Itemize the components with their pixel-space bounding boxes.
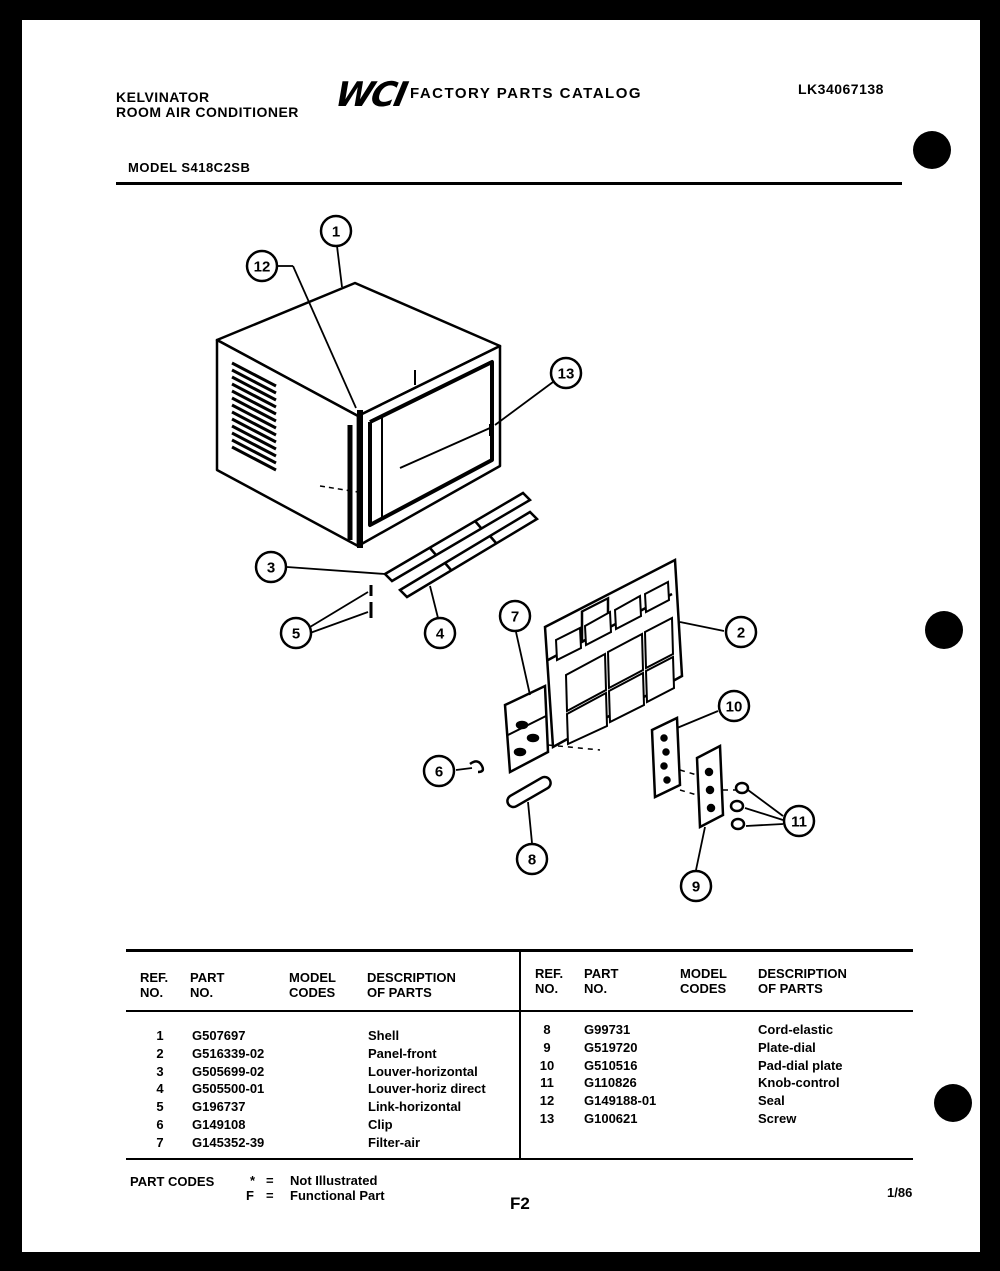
desc-column-right [758, 1021, 843, 1128]
shell-drawing [217, 283, 500, 548]
table-row: 10 [539, 1057, 555, 1073]
callout-label: 8 [527, 851, 537, 869]
callout-label: 1 [331, 223, 341, 241]
table-row: 12 [539, 1093, 555, 1109]
table-row: G99731 [584, 1022, 631, 1037]
table-row: G516339-02 [192, 1045, 265, 1061]
table-row: G505699-02 [192, 1063, 265, 1079]
callout-2 [726, 617, 756, 647]
callout-13 [551, 358, 581, 388]
callout-1 [321, 216, 351, 246]
callout-8 [517, 844, 547, 874]
plate-drawing [697, 746, 723, 827]
callout-7 [500, 601, 530, 631]
table-row: Seal [758, 1093, 785, 1109]
part-codes-label: PART CODES [130, 1174, 215, 1189]
code1-text: Not Illustrated [290, 1173, 378, 1188]
part-column-left [192, 1027, 264, 1152]
callout-12 [247, 251, 277, 281]
table-row: G110826 [584, 1075, 637, 1091]
table-row: 8 [543, 1022, 551, 1037]
table-row: Cord-elastic [758, 1022, 834, 1037]
table-row: 2 [156, 1045, 164, 1061]
table-row: 13 [539, 1110, 555, 1126]
table-row: 5 [156, 1099, 164, 1115]
callout-label: 3 [266, 559, 276, 577]
table-row: G196737 [192, 1099, 246, 1115]
table-row: 4 [156, 1081, 164, 1097]
callout-label: 11 [791, 813, 807, 831]
callout-3 [256, 552, 286, 582]
table-row: Pad-dial plate [758, 1057, 843, 1073]
page-number: F2 [510, 1194, 530, 1213]
col-head-model-left: MODEL CODES [289, 970, 336, 1000]
table-row: 3 [156, 1063, 164, 1079]
col-head-ref-left: REF. NO. [140, 970, 169, 1000]
revision-date: 1/86 [887, 1185, 913, 1200]
part-column-right [584, 1021, 656, 1128]
catalog-number: LK34067138 [798, 81, 884, 97]
table-row: G149108 [192, 1116, 246, 1132]
callout-label: 4 [435, 625, 445, 643]
table-row: Clip [368, 1116, 393, 1132]
col-head-part-right: PART NO. [584, 966, 619, 996]
table-row: Link-horizontal [368, 1099, 462, 1115]
table-row: G149188-01 [584, 1093, 657, 1109]
brand-line-2: ROOM AIR CONDITIONER [116, 104, 299, 120]
ref-column-right [534, 1021, 560, 1128]
callout-label: 2 [736, 624, 746, 642]
table-row: G507697 [192, 1028, 246, 1043]
col-head-desc-right: DESCRIPTION OF PARTS [758, 966, 847, 996]
code1-symbol: * [250, 1173, 256, 1188]
code2-symbol: F [246, 1188, 254, 1203]
code1-equals: = [266, 1173, 274, 1188]
col-head-ref-right: REF. NO. [535, 966, 564, 996]
model-number: MODEL S418C2SB [128, 160, 251, 175]
callout-label: 13 [557, 365, 575, 383]
callout-label: 12 [253, 258, 271, 276]
table-row: Louver-horizontal [368, 1063, 478, 1079]
callout-label: 9 [691, 878, 701, 896]
callout-label: 5 [291, 625, 301, 643]
table-row: 7 [156, 1134, 164, 1150]
callout-6 [424, 756, 454, 786]
table-row: Plate-dial [758, 1039, 816, 1055]
table-row: 9 [543, 1039, 551, 1055]
table-row: G510516 [584, 1057, 638, 1073]
table-row: Knob-control [758, 1075, 840, 1091]
table-row: Screw [758, 1110, 797, 1126]
filter-drawing [505, 686, 548, 772]
code2-text: Functional Part [290, 1188, 385, 1203]
clip-drawing [470, 761, 483, 772]
table-row: Panel-front [368, 1045, 437, 1061]
callout-5 [281, 618, 311, 648]
pad-drawing [652, 718, 680, 797]
col-head-part-left: PART NO. [190, 970, 225, 1000]
table-row: G519720 [584, 1039, 638, 1055]
callout-10 [719, 691, 749, 721]
desc-column-left [368, 1027, 486, 1152]
callout-label: 6 [434, 763, 444, 781]
table-row: Louver-horiz direct [368, 1081, 486, 1097]
table-row: Filter-air [368, 1134, 421, 1150]
callout-9 [681, 871, 711, 901]
ref-column-left [150, 1027, 170, 1152]
table-row: Shell [368, 1028, 400, 1043]
table-row: G505500-01 [192, 1081, 265, 1097]
table-row: G145352-39 [192, 1134, 265, 1150]
table-row: G100621 [584, 1110, 638, 1126]
table-row: 6 [156, 1116, 164, 1132]
front-panel-drawing [545, 560, 682, 747]
callout-label: 7 [510, 608, 520, 626]
catalog-title: FACTORY PARTS CATALOG [410, 85, 643, 102]
callout-11 [784, 806, 814, 836]
callout-4 [425, 618, 455, 648]
col-head-model-right: MODEL CODES [680, 966, 727, 996]
table-row: 1 [156, 1028, 164, 1043]
callout-label: 10 [725, 698, 743, 716]
code2-equals: = [266, 1188, 274, 1203]
table-row: 11 [540, 1075, 554, 1091]
brand-line-1: KELVINATOR [116, 89, 210, 105]
table-center-divider [519, 949, 521, 1159]
wci-logo: WCI [331, 75, 410, 115]
col-head-desc-left: DESCRIPTION OF PARTS [367, 970, 456, 1000]
